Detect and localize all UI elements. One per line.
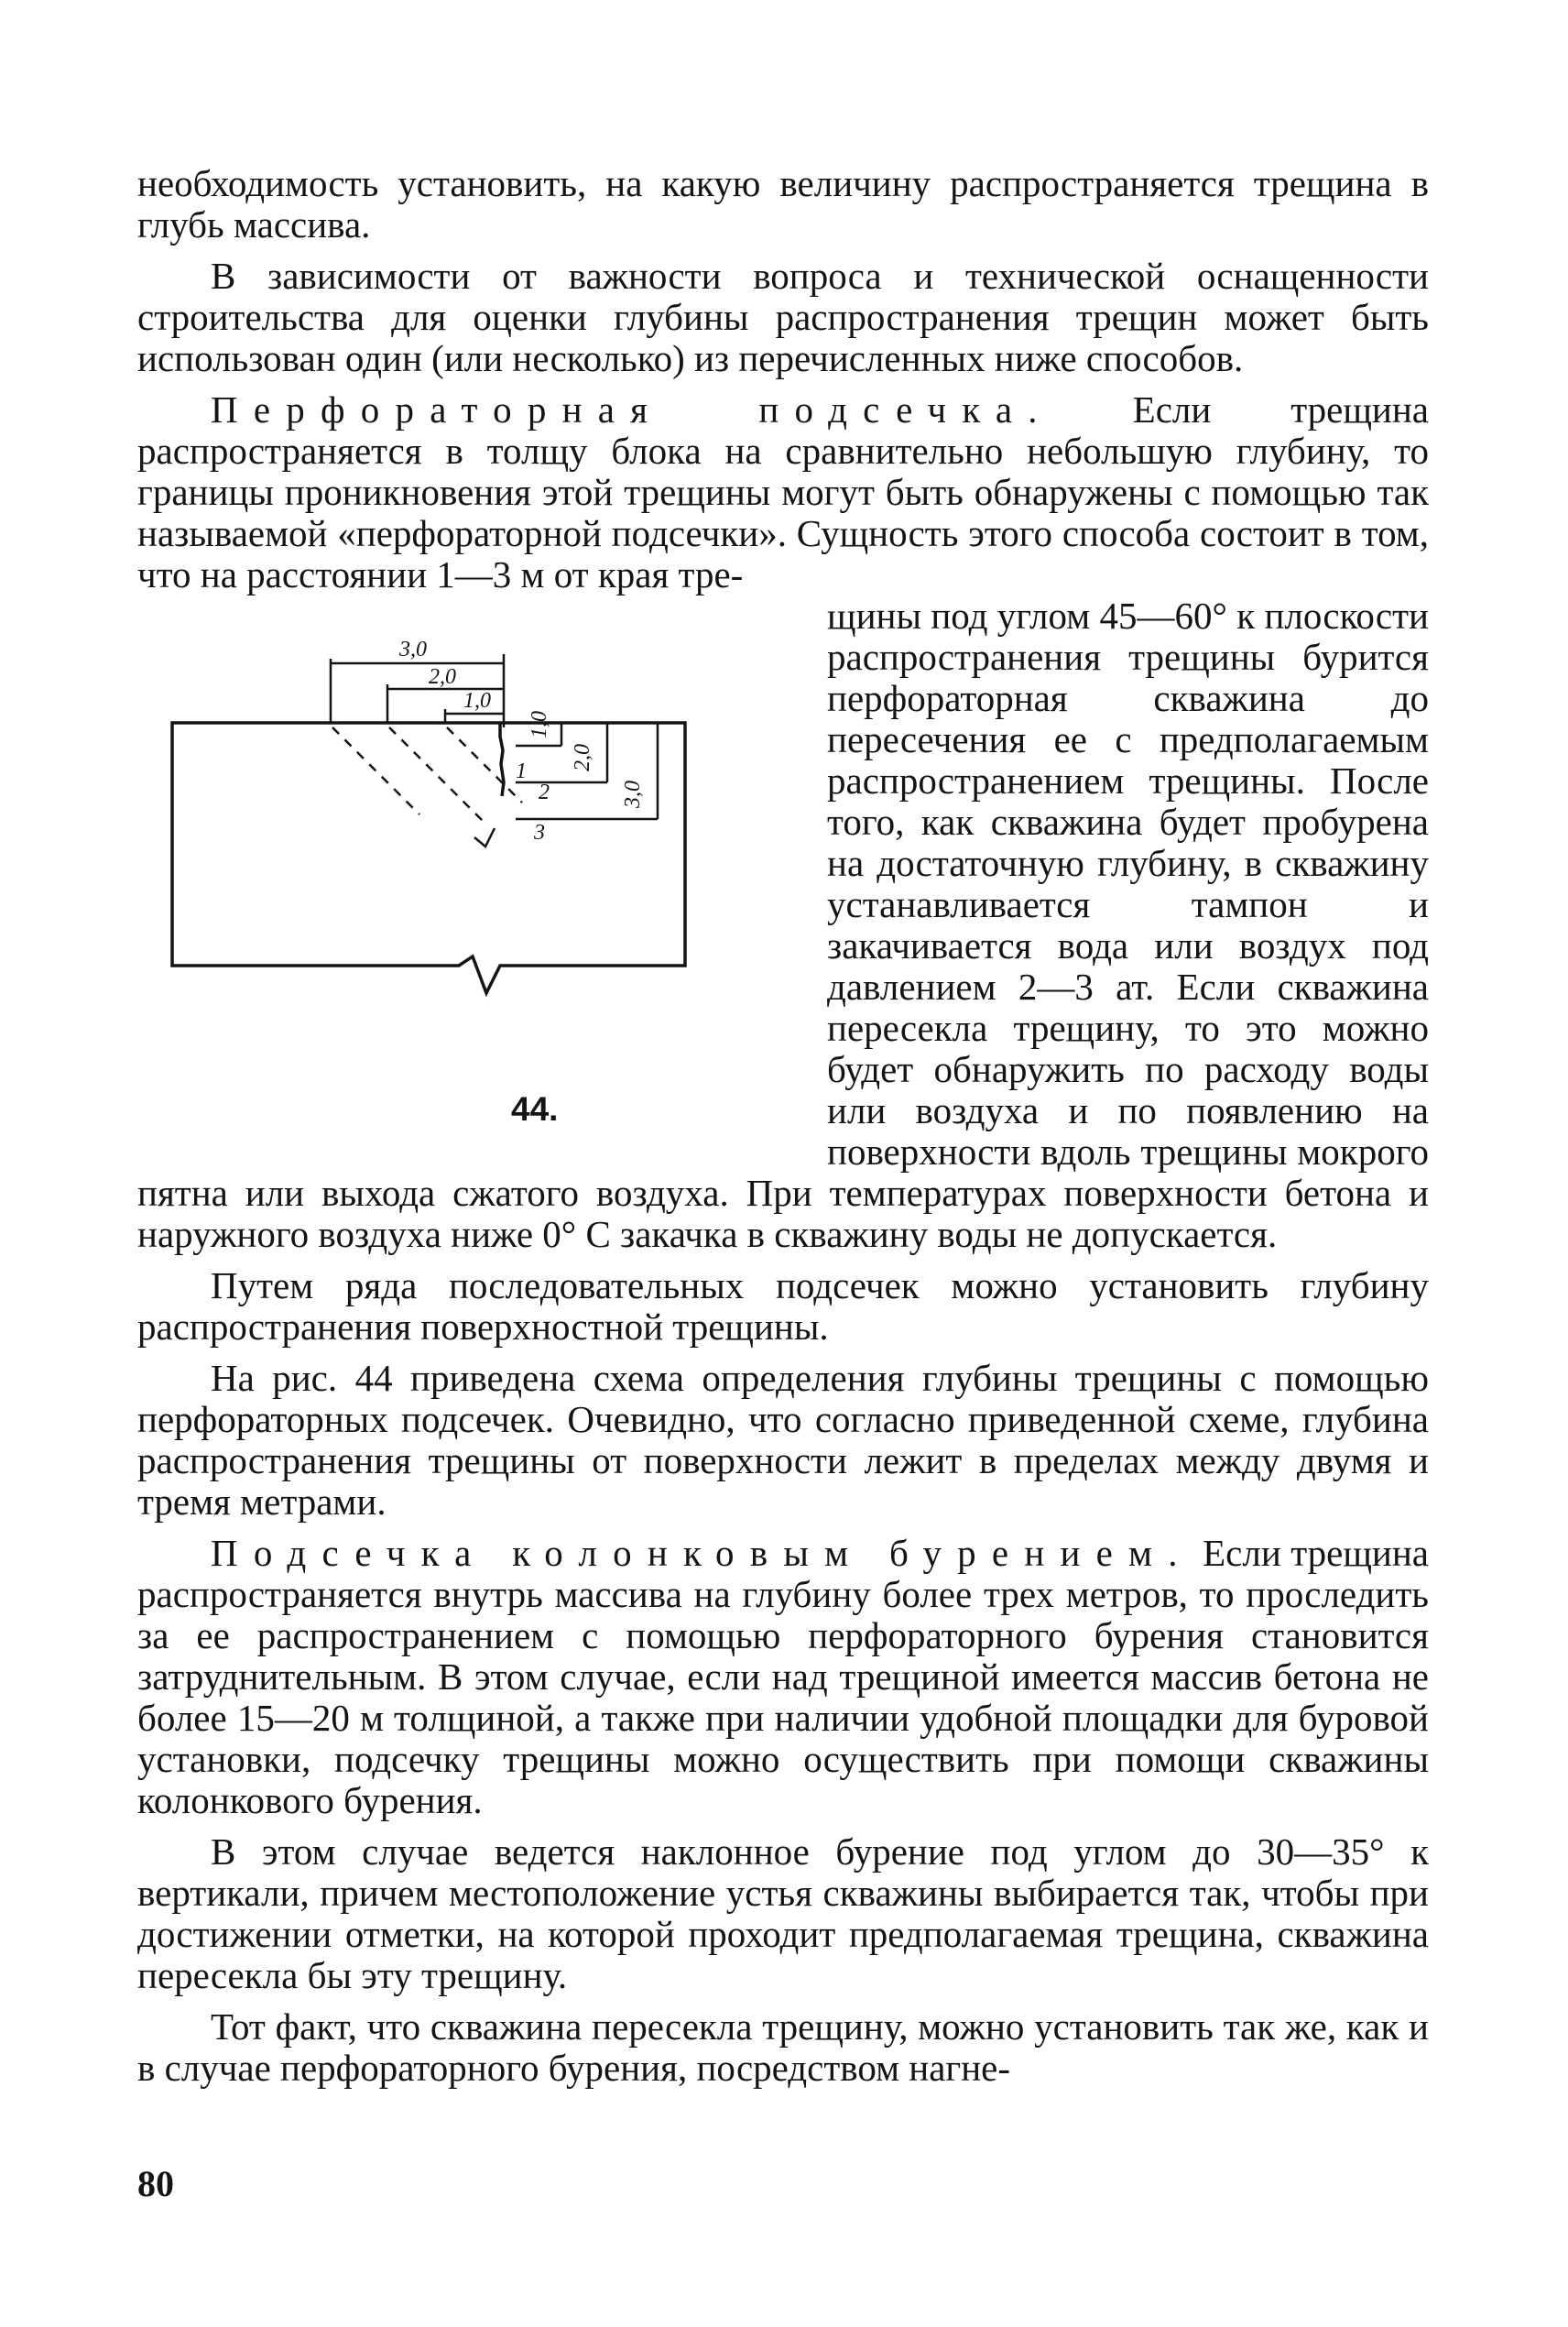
paragraph-6-text: Если трещина распространяется внутрь массива на глубину более трех метров, то проследить за ее распространением с помощью перфораторного бурения становится затруднительным. В этом случае, если над трещиной имеется массив бетона не более 15—20 м толщиной, а также при наличии удобной площадки для буровой установки, подсечку трещины можно осуществить при помощи скважины колонкового бурения. — [137, 1532, 1429, 1821]
paragraph-3b: щины под углом 45—60° к плоскости распространения трещины бурится перфораторная скважина до пересечения ее с предполагаемым распространением трещины. После того, как скважина будет пробурена на достаточную глубину, в скважину устанавливается тампон и закачивается вода или воздух под давлением 2—3 ат. Если скважина пересекла трещину, то это можно будет обнаружить по расходу воды или воздуха и по появлению на поверхности вдоль трещины мокрого пятна или выхода сжатого воздуха. При температурах поверхности бетона и наружного воздуха ниже 0° С закачка в скважину воды не допускается. — [137, 595, 1429, 1255]
crack-depth-diagram — [126, 599, 818, 1147]
page-number: 80 — [137, 2163, 174, 2204]
figure-caption: 44. — [511, 1090, 559, 1128]
paragraph-2: В зависимости от важности вопроса и технической оснащенности строительства для оценки глубины распространения трещин может быть использован один (или несколько) из перечисленных ниже способов. — [137, 255, 1429, 379]
paragraph-7: В этом случае ведется наклонное бурение под углом до 30—35° к вертикали, причем местоположение устья скважины выбирается так, чтобы при достижении отметки, на которой проходит предполагаемая трещина, скважина пересекла бы эту трещину. — [137, 1830, 1429, 1996]
paragraph-4: Путем ряда последовательных подсечек можно установить глубину распространения поверхностной трещины. — [137, 1264, 1429, 1348]
hole-label-2: 2 — [539, 781, 550, 804]
figure-44 — [126, 599, 818, 1147]
paragraph-3a — [137, 389, 1429, 595]
page-body — [137, 163, 1429, 2089]
paragraph-6 — [137, 1533, 1429, 1821]
drill-hole-1 — [447, 727, 522, 803]
method-heading-perforator: Перфораторная подсечка. — [211, 388, 1053, 431]
paragraph-5: На рис. 44 приведена схема определения глубины трещины с помощью перфораторных подсечек. Очевидно, что согласно приведенной схеме, глубина распространения трещины от поверхности лежит в пределах между двумя и тремя метрами. — [137, 1357, 1429, 1523]
paragraph-8: Тот факт, что скважина пересекла трещину, можно установить так же, как и в случае перфораторного бурения, посредством нагне- — [137, 2005, 1429, 2089]
dim-label-2m: 2,0 — [429, 665, 456, 689]
depth-label-2m: 2,0 — [571, 744, 594, 771]
drill-hole-3 — [332, 727, 419, 814]
method-heading-core-drilling: Подсечка колонковым бурением. — [211, 1532, 1193, 1574]
hole-label-3: 3 — [534, 821, 545, 845]
dim-label-3m: 3,0 — [399, 638, 427, 661]
paragraph-1: необходимость установить, на какую величину распространяется трещина в глубь массива. — [137, 162, 1429, 246]
dim-label-1m: 1,0 — [463, 689, 491, 713]
drill-hole-2 — [389, 727, 485, 824]
crack-line — [500, 723, 504, 796]
paragraph-3a-text: Если трещина распространяется в толщу блока на сравнительно небольшую глубину, то границы проникновения этой трещины могут быть обнаружены с помощью так называемой «перфораторной подсечки». Сущность этого способа состоит в том, что на расстоянии 1—3 м от края тре- — [137, 388, 1429, 595]
hole-2-arrow — [474, 828, 495, 847]
depth-label-3m: 3,0 — [621, 781, 645, 808]
depth-label-1m: 1,0 — [528, 711, 551, 738]
hole-label-1: 1 — [516, 759, 527, 783]
